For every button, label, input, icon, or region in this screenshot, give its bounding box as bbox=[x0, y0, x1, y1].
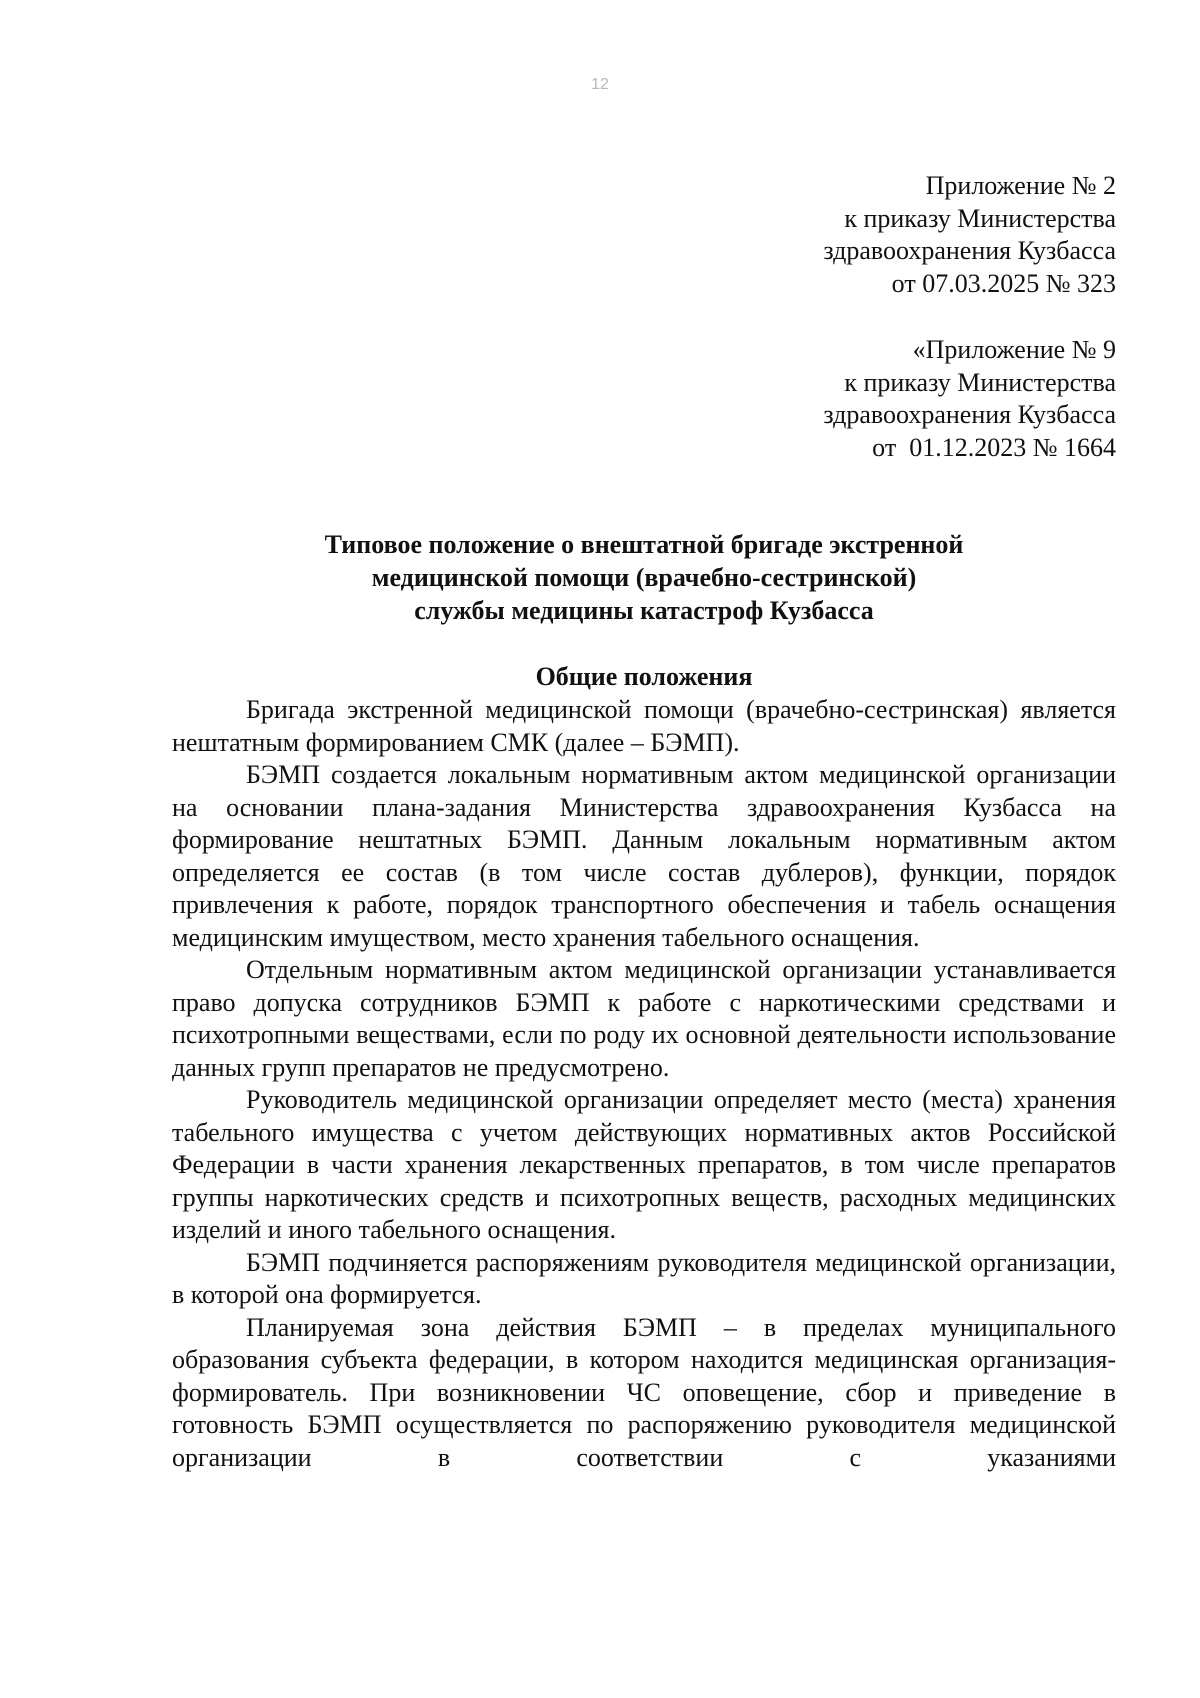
paragraph: Руководитель медицинской организации определяет место (места) хранения табельного имущества с учетом действующих нормативных актов Российской Федерации в части хранения лекарственных препаратов, в том числе препаратов группы наркотических средств и психотропных веществ, расходных медицинских изделий и иного табельного оснащения. bbox=[172, 1085, 1116, 1244]
appendix-line: от 07.03.2025 № 323 bbox=[891, 268, 1116, 298]
paragraph: Планируемая зона действия БЭМП – в пределах муниципального образования субъекта федерации, в котором находится медицинская организация-формирователь. При возникновении ЧС оповещение, сбор и приведение в готовность БЭМП осуществляется по распоряжению руководителя медицинской организации в соответствии с указаниями bbox=[172, 1312, 1116, 1472]
page-number: 12 bbox=[591, 76, 609, 93]
title-line: службы медицины катастроф Кузбасса bbox=[414, 596, 874, 625]
paragraph: БЭМП подчиняется распоряжениям руководителя медицинской организации, в которой она формируется. bbox=[172, 1247, 1116, 1309]
appendix-line: «Приложение № 9 bbox=[912, 335, 1116, 364]
document-title bbox=[172, 528, 1116, 627]
title-line: медицинской помощи (врачебно-сестринской) bbox=[371, 563, 917, 592]
paragraph: Отдельным нормативным актом медицинской организации устанавливается право допуска сотрудников БЭМП к работе с наркотическими средствами и психотропными веществами, если по роду их основной деятельности использование данных групп препаратов не предусмотрено. bbox=[172, 955, 1116, 1082]
appendix-current-reference bbox=[823, 170, 1116, 300]
appendix-line: от 01.12.2023 № 1664 bbox=[872, 432, 1116, 462]
appendix-original-reference bbox=[823, 334, 1116, 464]
appendix-line: к приказу Министерства bbox=[844, 367, 1116, 397]
paragraph: БЭМП создается локальным нормативным актом медицинской организации на основании плана-задания Министерства здравоохранения Кузбасса на формирование нештатных БЭМП. Данным локальным нормативным актом определяется ее состав (в том числе состав дублеров), функции, порядок привлечения к работе, порядок транспортного обеспечения и табель оснащения медицинским имуществом, место хранения табельного оснащения. bbox=[172, 760, 1116, 952]
title-line: Типовое положение о внештатной бригаде экстренной bbox=[324, 530, 964, 559]
appendix-line: здравоохранения Кузбасса bbox=[823, 400, 1116, 429]
paragraph: Бригада экстренной медицинской помощи (врачебно-сестринская) является нештатным формированием СМК (далее – БЭМП). bbox=[172, 695, 1116, 757]
document-body bbox=[172, 694, 1116, 1474]
section-heading: Общие положения bbox=[535, 662, 753, 691]
appendix-line: здравоохранения Кузбасса bbox=[823, 236, 1116, 265]
appendix-line: к приказу Министерства bbox=[844, 203, 1116, 233]
appendix-line: Приложение № 2 bbox=[925, 171, 1116, 200]
